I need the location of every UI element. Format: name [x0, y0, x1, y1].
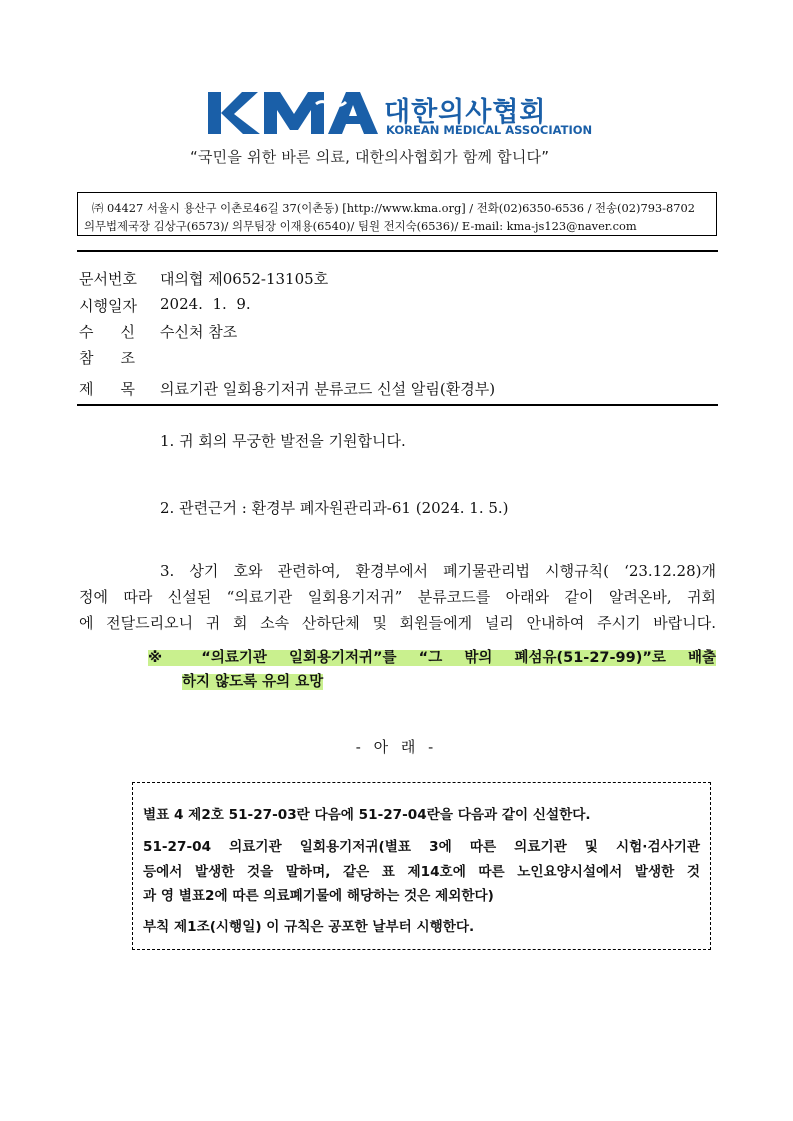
date-label: 시행일자 [79, 297, 137, 315]
amendment-line-5: 부칙 제1조(시행일) 이 규칙은 공포한 날부터 시행한다. [143, 919, 475, 935]
notice-line-1 [148, 646, 716, 667]
recipient-value: 수신처 참조 [160, 323, 238, 341]
kma-logo-icon [208, 90, 380, 138]
doc-number-label: 문서번호 [79, 270, 137, 288]
letterhead-logo [208, 90, 593, 138]
contact-address-line: ㈜ 04427 서울시 용산구 이촌로46길 37(이촌동) [http://www.kma.org] / 전화(02)6350-6536 / 전송(02)793-8702 [92, 201, 696, 215]
amendment-line-2: 51-27-04 의료기관 일회용기저귀(별표 3에 따른 의료기관 및 시험·검사기관 [143, 839, 700, 855]
paragraph-1: 1. 귀 회의 무궁한 발전을 기원합니다. [160, 432, 406, 450]
divider-header [77, 404, 718, 406]
subject-value: 의료기관 일회용기저귀 분류코드 신설 알림(환경부) [160, 380, 496, 398]
amendment-line-3: 등에서 발생한 것을 말하며, 같은 표 제14호에 따른 노인요양시설에서 발생한 것 [143, 864, 700, 880]
divider-top [77, 250, 718, 252]
doc-number: 대의협 제0652-13105호 [160, 270, 329, 288]
recipient-label: 수신 [79, 323, 162, 341]
contact-staff-line: 의무법제국장 김상구(6573)/ 의무팀장 이재용(6540)/ 팀원 전지숙(6536)/ E-mail: kma-js123@naver.com [84, 219, 637, 233]
date-value: 2024. 1. 9. [160, 295, 251, 313]
paragraph-2: 2. 관련근거 : 환경부 폐자원관리과-61 (2024. 1. 5.) [160, 499, 509, 517]
subject-label: 제목 [79, 380, 162, 398]
amendment-line-1: 별표 4 제2호 51-27-03란 다음에 51-27-04란을 다음과 같이 신설한다. [143, 807, 591, 823]
notice-highlight-1: ※ “의료기관 일회용기저귀”를 “그 밖의 폐섬유(51-27-99)”로 배출 [148, 650, 716, 666]
notice-line-2 [182, 670, 323, 691]
org-name-ko: 대한의사협회 [384, 97, 547, 128]
below-heading: - 아 래 - [355, 738, 438, 756]
org-name-en: KOREAN MEDICAL ASSOCIATION [386, 123, 593, 137]
notice-highlight-2: 하지 않도록 유의 요망 [182, 674, 324, 690]
paragraph-3-line-3: 에 전달드리오니 귀 회 소속 산하단체 및 회원들에게 널리 안내하여 주시기 바랍니다. [79, 614, 716, 632]
paragraph-3-line-1: 3. 상기 호와 관련하여, 환경부에서 폐기물관리법 시행규칙( ‘23.12.28)개 [160, 562, 716, 580]
amendment-line-4: 과 영 별표2에 따른 의료폐기물에 해당하는 것은 제외한다) [143, 888, 494, 904]
amendment-box [132, 782, 711, 950]
paragraph-3-line-2: 정에 따라 신설된 “의료기관 일회용기저귀” 분류코드를 아래와 같이 알려온바, 귀회 [79, 588, 716, 606]
cc-label: 참조 [79, 349, 162, 367]
slogan: “국민을 위한 바른 의료, 대한의사협회가 함께 합니다” [190, 148, 550, 166]
contact-box [77, 192, 717, 236]
